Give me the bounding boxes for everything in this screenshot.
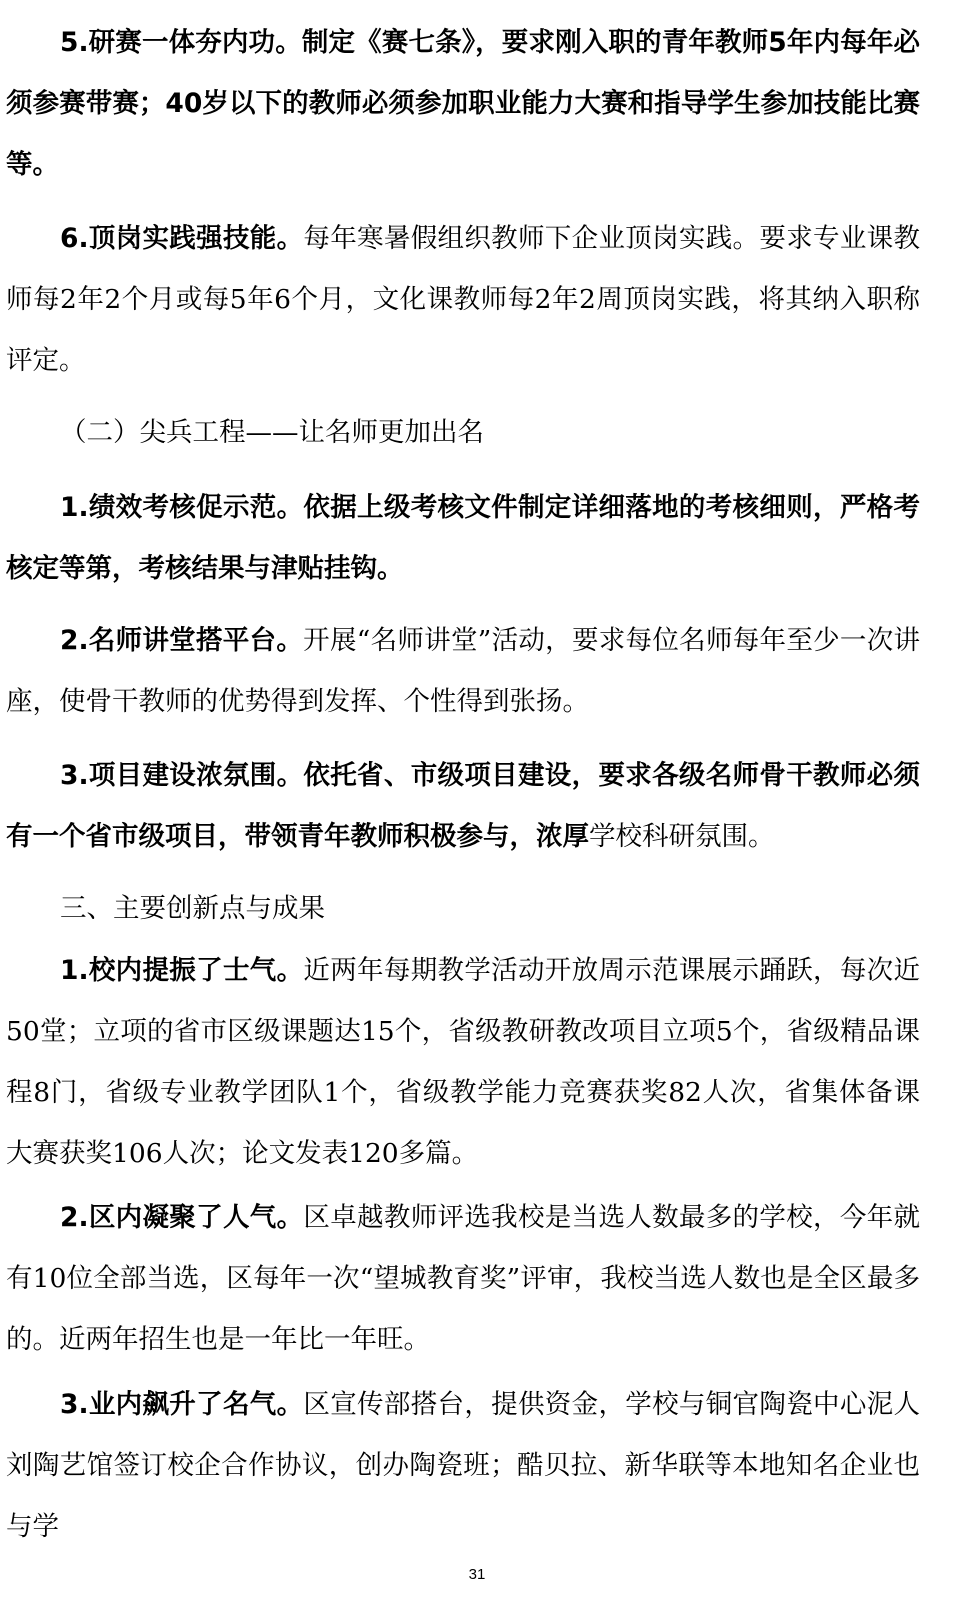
page-number: 31 xyxy=(468,1566,486,1583)
paragraph-normal-text: 近两年每期教学活动开放周示范课展示踊跃，每次近50堂；立项的省市区级课题达15个，省级教研教改项目立项5个，省级精品课程8门，省级专业教学团队1个，省级教学能力竞赛获奖82人次，省集体备课大赛获奖106人次；论文发表120多篇。 xyxy=(6,955,920,1169)
paragraph-bold-text: 5.研赛一体夯内功。制定《赛七条》，要求刚入职的青年教师5年内每年必须参赛带赛；40岁以下的教师必须参加职业能力大赛和指导学生参加技能比赛等。 xyxy=(6,27,920,180)
paragraph-bold-text: 3.项目建设浓氛围。依托省、市级项目建设，要求各级名师骨干教师必须有一个省市级项目，带领青年教师积极参与，浓厚 xyxy=(6,760,920,852)
paragraph-normal-text: 区宣传部搭台，提供资金，学校与铜官陶瓷中心泥人刘陶艺馆签订校企合作协议，创办陶瓷班；酷贝拉、新华联等本地知名企业也与学 xyxy=(6,1389,920,1542)
heading-text: 三、主要创新点与成果 xyxy=(60,893,325,924)
paragraph-bold-text: 2.区内凝聚了人气。 xyxy=(60,1202,304,1233)
paragraph-normal-text: 学校科研氛围。 xyxy=(589,821,775,852)
paragraph-2-teacher-lecture xyxy=(6,610,920,732)
paragraph-bold-text: 3.业内飙升了名气。 xyxy=(60,1389,304,1420)
paragraph-6-internship-practice xyxy=(6,208,920,391)
section-heading-innovations-results xyxy=(6,878,920,939)
paragraph-bold-text: 6.顶岗实践强技能。 xyxy=(60,223,304,254)
section-heading-elite-project xyxy=(6,402,920,463)
paragraph-normal-text: 区卓越教师评选我校是当选人数最多的学校，今年就有10位全部当选，区每年一次“望城教育奖”评审，我校当选人数也是全区最多的。近两年招生也是一年比一年旺。 xyxy=(6,1202,920,1355)
paragraph-bold-text: 2.名师讲堂搭平台。 xyxy=(60,625,304,656)
paragraph-5-research-competition xyxy=(6,12,920,195)
paragraph-bold-text: 1.校内提振了士气。 xyxy=(60,955,304,986)
paragraph-normal-text: 每年寒暑假组织教师下企业顶岗实践。要求专业课教师每2年2个月或每5年6个月，文化课教师每2年2周顶岗实践，将其纳入职称评定。 xyxy=(6,223,920,376)
paragraph-normal-text: 开展“名师讲堂”活动，要求每位名师每年至少一次讲座，使骨干教师的优势得到发挥、个性得到张扬。 xyxy=(6,625,920,717)
paragraph-3-industry-reputation xyxy=(6,1374,920,1557)
paragraph-3-project-construction xyxy=(6,745,920,867)
paragraph-2-district-popularity xyxy=(6,1187,920,1370)
paragraph-bold-text: 1.绩效考核促示范。依据上级考核文件制定详细落地的考核细则，严格考核定等第，考核结果与津贴挂钩。 xyxy=(6,492,920,584)
heading-text: （二）尖兵工程——让名师更加出名 xyxy=(60,417,484,448)
paragraph-1-performance-assessment xyxy=(6,477,920,599)
paragraph-1-campus-morale xyxy=(6,940,920,1184)
